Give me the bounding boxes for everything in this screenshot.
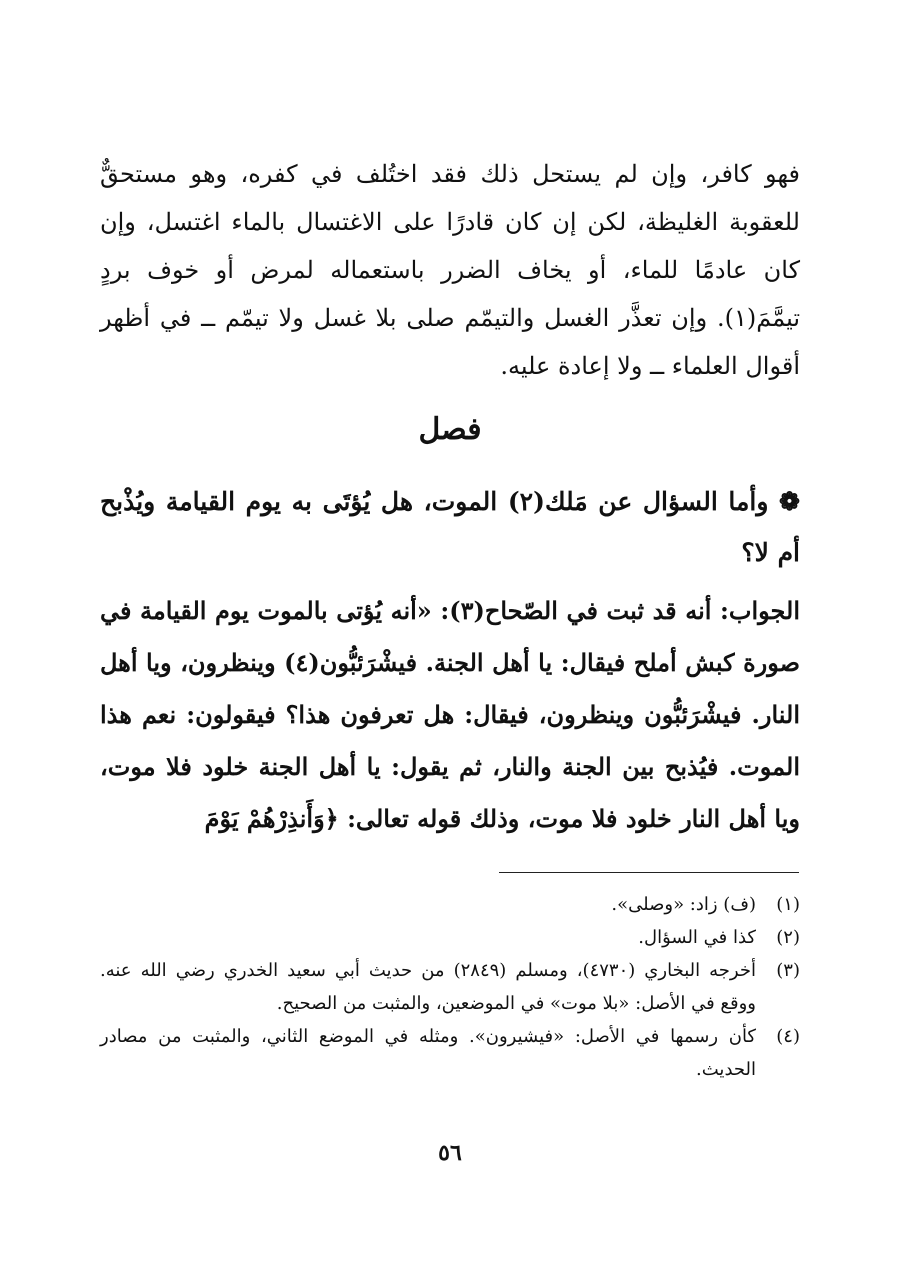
- section-title: فصل: [418, 412, 482, 447]
- footnote-number: (٤): [776, 1026, 800, 1047]
- footnote-number: (١): [776, 894, 800, 915]
- footnote-4: [100, 1020, 800, 1086]
- footnote-2: [100, 921, 800, 954]
- quran-verse-start: ﴿وَأَنذِرْهُمْ يَوْمَ: [204, 804, 339, 833]
- answer-body: [100, 585, 800, 845]
- answer-paragraph: [100, 585, 800, 845]
- footnote-number: (٢): [776, 927, 800, 948]
- footnote-text: أخرجه البخاري (٤٧٣٠)، ومسلم (٢٨٤٩) من حديث أبي سعيد الخدري رضي الله عنه. ووقع في الأصل: «بلا موت» في الموضعين، والمثبت من الصحيح.: [100, 960, 756, 1014]
- opening-paragraph-text: فهو كافر، وإن لم يستحل ذلك فقد اختُلف في كفره، وهو مستحقٌّ للعقوبة الغليظة، لكن إن كان قادرًا على الاغتسال بالماء اغتسل، وإن كان عادمًا للماء، أو يخاف الضرر باستعماله لمرض أو خوف بردٍ تيمَّمَ(١). وإن تعذَّر الغسل والتيمّم صلى بلا غسل ولا تيمّم ــ في أظهر أقوال العلماء ــ ولا إعادة عليه.: [100, 160, 800, 380]
- footnote-number: (٣): [776, 960, 800, 981]
- footnote-3: [100, 954, 800, 1020]
- footnote-1: [100, 888, 800, 921]
- question-paragraph: [100, 476, 800, 578]
- footnote-text: كأن رسمها في الأصل: «فيشيرون». ومثله في الموضع الثاني، والمثبت من مصادر الحديث.: [100, 1026, 756, 1080]
- page-number: ٥٦: [438, 1140, 462, 1166]
- opening-paragraph: [100, 150, 800, 390]
- footnote-text: (ف) زاد: «وصلى».: [611, 894, 756, 915]
- footnotes-list: [100, 888, 800, 1086]
- footnote-separator: [499, 872, 799, 873]
- question-text: ❁ وأما السؤال عن مَلك(٢) الموت، هل يُؤتَى به يوم القيامة ويُذْبح أم لا؟: [100, 487, 800, 567]
- footnote-text: كذا في السؤال.: [638, 927, 756, 948]
- answer-text: أنه قد ثبت في الصّحاح(٣): «أنه يُؤتى بالموت يوم القيامة في صورة كبش أملح فيقال: يا أهل الجنة. فيشْرَئبُّون(٤) وينظرون، ويا أهل النار. فيشْرَئبُّون وينظرون، فيقال: هل تعرفون هذا؟ فيقولون: نعم هذا الموت. فيُذبح بين الجنة والنار، ثم يقول: يا أهل الجنة خلود فلا موت، ويا أهل النار خلود فلا موت، وذلك قوله تعالى:: [100, 596, 801, 833]
- answer-lead: الجواب:: [720, 596, 800, 625]
